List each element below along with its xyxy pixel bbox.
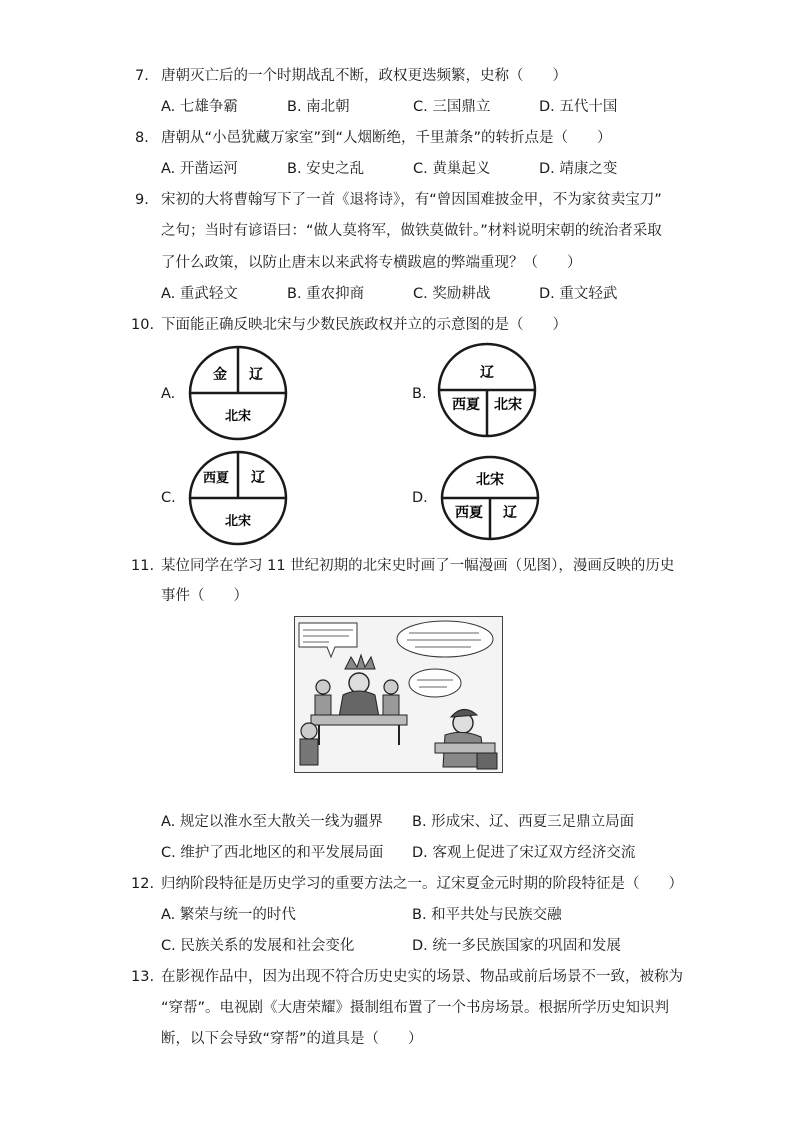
q9-option-a[interactable]: A. 重武轻文 xyxy=(161,286,238,302)
q11-cartoon-image xyxy=(294,616,503,773)
q10-a-jin-label: 金 xyxy=(213,367,227,383)
q9-option-d[interactable]: D. 重文轻武 xyxy=(539,286,618,302)
q7-stem: 唐朝灭亡后的一个时期战乱不断，政权更迭频繁，史称（ ） xyxy=(161,68,567,84)
q10-a-beisong-label: 北宋 xyxy=(224,409,252,424)
q10-diagram-a[interactable] xyxy=(188,345,288,441)
q13-stem-line-3: 断，以下会导致“穿帮”的道具是（ ） xyxy=(161,1031,423,1047)
q12-option-c[interactable]: C. 民族关系的发展和社会变化 xyxy=(161,938,355,954)
q10-a-liao-label: 辽 xyxy=(249,367,263,383)
q10-diagram-b[interactable] xyxy=(437,342,537,438)
q10-b-xixia-label: 西夏 xyxy=(452,397,480,413)
q10-b-beisong-label: 北宋 xyxy=(494,397,522,413)
q8-number: 8. xyxy=(135,130,149,146)
q10-c-xixia-label: 西夏 xyxy=(202,471,230,486)
q10-c-liao-label: 辽 xyxy=(251,470,265,486)
q9-stem-line-3: 了什么政策，以防止唐末以来武将专横跋扈的弊端重现？（ ） xyxy=(161,255,582,271)
q11-stem-line-2: 事件（ ） xyxy=(161,588,248,604)
q12-stem: 归纳阶段特征是历史学习的重要方法之一。辽宋夏金元时期的阶段特征是（ ） xyxy=(161,876,683,892)
q9-stem-line-2: 之句；当时有谚语曰：“做人莫将军，做铁莫做针。”材料说明宋朝的统治者采取 xyxy=(161,223,662,239)
q10-b-liao-label: 辽 xyxy=(480,365,494,381)
q11-number: 11. xyxy=(131,558,155,574)
q10-diagram-c[interactable] xyxy=(188,450,288,546)
q11-option-b[interactable]: B. 形成宋、辽、西夏三足鼎立局面 xyxy=(412,814,635,830)
q9-number: 9. xyxy=(135,192,149,208)
q10-diagram-d[interactable] xyxy=(440,455,540,541)
q12-option-d[interactable]: D. 统一多民族国家的巩固和发展 xyxy=(412,938,621,954)
q10-number: 10. xyxy=(131,317,155,333)
q8-option-b[interactable]: B. 安史之乱 xyxy=(287,161,365,177)
q11-option-c[interactable]: C. 维护了西北地区的和平发展局面 xyxy=(161,845,384,861)
q12-option-b[interactable]: B. 和平共处与民族交融 xyxy=(412,907,562,923)
q7-option-a[interactable]: A. 七雄争霸 xyxy=(161,99,238,115)
q8-option-c[interactable]: C. 黄巢起义 xyxy=(413,161,491,177)
q9-option-b[interactable]: B. 重农抑商 xyxy=(287,286,365,302)
q10-d-xixia-label: 西夏 xyxy=(455,505,483,521)
q7-option-c[interactable]: C. 三国鼎立 xyxy=(413,99,491,115)
q13-number: 13. xyxy=(131,969,155,985)
q11-option-d[interactable]: D. 客观上促进了宋辽双方经济交流 xyxy=(412,845,636,861)
q8-option-d[interactable]: D. 靖康之变 xyxy=(539,161,618,177)
q10-d-beisong-label: 北宋 xyxy=(476,472,504,488)
q10-c-beisong-label: 北宋 xyxy=(224,514,252,529)
q7-number: 7. xyxy=(135,68,149,84)
q13-stem-line-1: 在影视作品中，因为出现不符合历史史实的场景、物品或前后场景不一致，被称为 xyxy=(161,969,683,985)
q10-stem: 下面能正确反映北宋与少数民族政权并立的示意图的是（ ） xyxy=(161,317,567,333)
q8-stem: 唐朝从“小邑犹藏万家室”到“人烟断绝，千里萧条”的转折点是（ ） xyxy=(161,130,612,146)
q12-option-a[interactable]: A. 繁荣与统一的时代 xyxy=(161,907,296,923)
q9-stem-line-1: 宋初的大将曹翰写下了一首《退将诗》，有“曾因国难披金甲，不为家贫卖宝刀” xyxy=(161,192,662,208)
q9-option-c[interactable]: C. 奖励耕战 xyxy=(413,286,491,302)
q7-option-b[interactable]: B. 南北朝 xyxy=(287,99,350,115)
q10-option-d-label[interactable]: D. xyxy=(412,490,428,506)
q8-option-a[interactable]: A. 开凿运河 xyxy=(161,161,238,177)
q11-stem-line-1: 某位同学在学习 11 世纪初期的北宋史时画了一幅漫画（见图），漫画反映的历史 xyxy=(161,558,675,574)
q11-option-a[interactable]: A. 规定以淮水至大散关一线为疆界 xyxy=(161,814,383,830)
q12-number: 12. xyxy=(131,876,155,892)
q10-option-b-label[interactable]: B. xyxy=(412,386,427,402)
q10-option-c-label[interactable]: C. xyxy=(161,490,176,506)
q10-d-liao-label: 辽 xyxy=(503,505,517,521)
q7-option-d[interactable]: D. 五代十国 xyxy=(539,99,618,115)
q10-option-a-label[interactable]: A. xyxy=(161,386,176,402)
q13-stem-line-2: “穿帮”。电视剧《大唐荣耀》摄制组布置了一个书房场景。根据所学历史知识判 xyxy=(161,1000,670,1016)
